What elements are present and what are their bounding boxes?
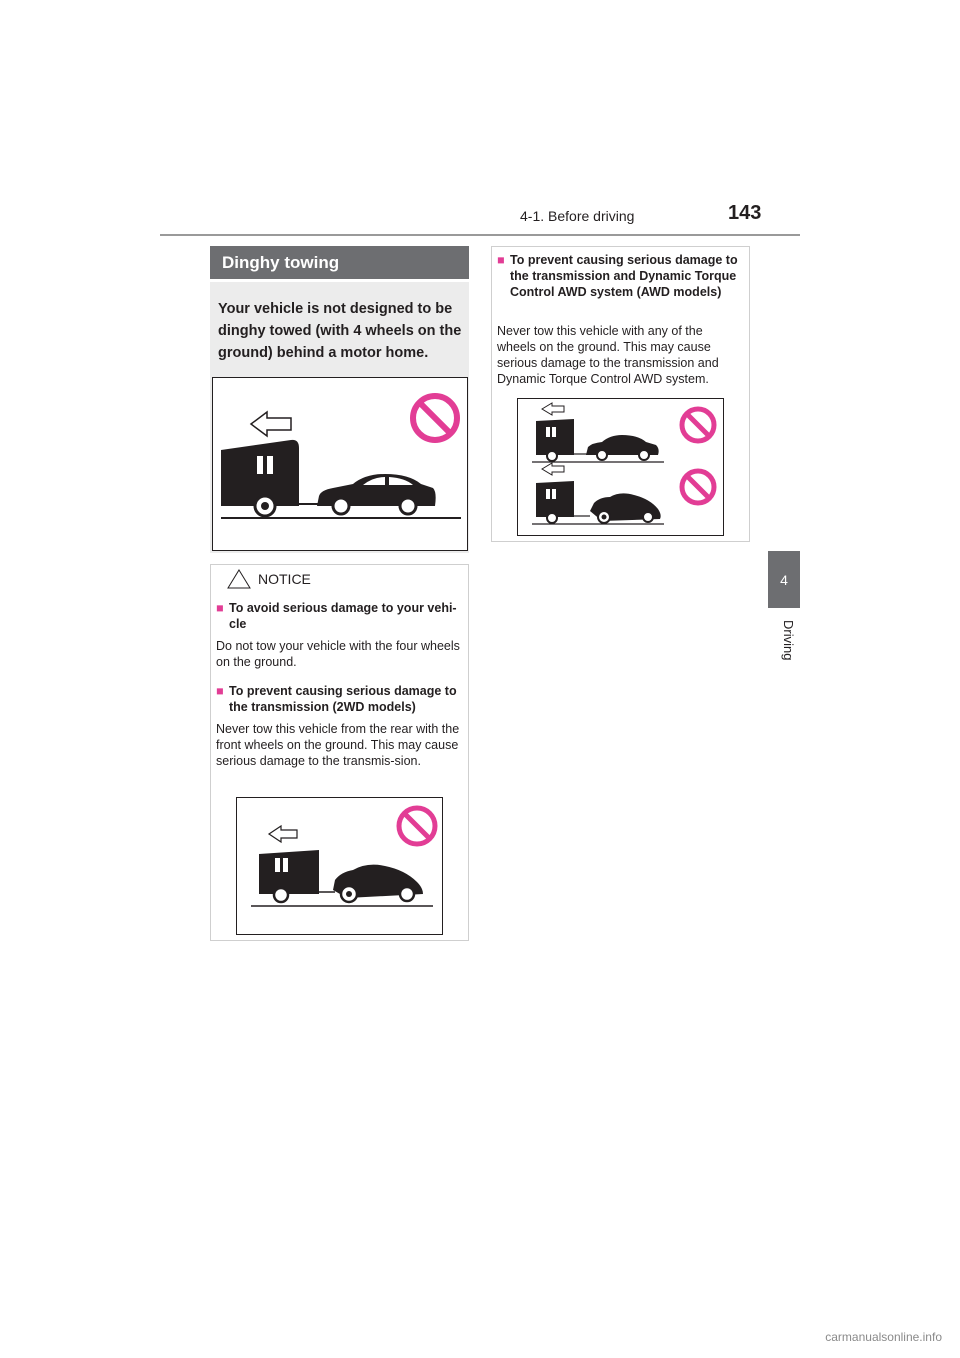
prohibited-icon bbox=[413, 396, 457, 440]
motorhome-shape bbox=[536, 419, 588, 461]
watermark-text: carmanualsonline.info bbox=[825, 1330, 942, 1344]
arrow-left-icon bbox=[542, 403, 564, 415]
awd-tow-illustration bbox=[518, 399, 723, 535]
car-shape bbox=[317, 474, 436, 514]
prohibited-icon bbox=[399, 808, 435, 844]
page-number: 143 bbox=[728, 202, 762, 224]
prohibited-icon bbox=[682, 471, 714, 503]
notice-item-2-heading-text: To prevent causing serious damage to the transmission (2WD models) bbox=[229, 684, 457, 714]
notice-item-2-body: Never tow this vehicle from the rear with the front wheels on the ground. This may cause serious damage to the transmis-sion. bbox=[216, 722, 460, 768]
figure-awd-tow bbox=[517, 398, 724, 536]
notice-item-1-body: Do not tow your vehicle with the four wheels on the ground. bbox=[216, 639, 460, 669]
intro-text: Your vehicle is not designed to be dinghy towed (with 4 wheels on the ground) behind a motor home. bbox=[218, 301, 462, 361]
awd-heading-text: To prevent causing serious damage to the transmission and Dynamic Torque Control AWD system (AWD models) bbox=[510, 253, 738, 299]
section-heading bbox=[210, 246, 469, 279]
warning-triangle-icon bbox=[226, 568, 252, 595]
notice-item-1-heading bbox=[216, 600, 464, 632]
prohibited-icon bbox=[682, 409, 714, 441]
motorhome-shape bbox=[259, 850, 335, 902]
notice-item-2-heading bbox=[216, 683, 464, 715]
header-divider bbox=[160, 234, 800, 236]
notice-item-1-heading-text: To avoid serious damage to your vehi-cle bbox=[229, 601, 457, 631]
car-shape bbox=[590, 493, 661, 523]
arrow-left-icon bbox=[269, 826, 297, 842]
notice-title: NOTICE bbox=[258, 571, 311, 587]
chapter-label: Driving bbox=[781, 620, 796, 661]
motorhome-shape bbox=[221, 440, 321, 516]
bullet-square-icon: ■ bbox=[497, 253, 505, 267]
header-section-title: 4-1. Before driving bbox=[520, 208, 635, 224]
bullet-square-icon: ■ bbox=[216, 684, 224, 698]
front-wheels-tow-illustration bbox=[237, 798, 442, 934]
car-shape bbox=[333, 865, 423, 902]
bullet-square-icon: ■ bbox=[216, 601, 224, 615]
watermark bbox=[0, 1330, 960, 1344]
flat-tow-illustration bbox=[213, 378, 467, 550]
chapter-number: 4 bbox=[780, 571, 788, 588]
figure-front-wheels-tow bbox=[236, 797, 443, 935]
chapter-tab bbox=[768, 551, 800, 608]
car-shape bbox=[586, 435, 659, 460]
section-heading-text: Dinghy towing bbox=[222, 252, 340, 272]
awd-heading bbox=[497, 252, 745, 300]
awd-body: Never tow this vehicle with any of the wheels on the ground. This may cause serious damage to the transmission and Dynamic Torque Control AWD system. bbox=[497, 324, 719, 386]
motorhome-shape bbox=[536, 481, 590, 523]
figure-flat-tow bbox=[212, 377, 468, 551]
arrow-left-icon bbox=[542, 463, 564, 475]
arrow-left-icon bbox=[251, 412, 291, 436]
